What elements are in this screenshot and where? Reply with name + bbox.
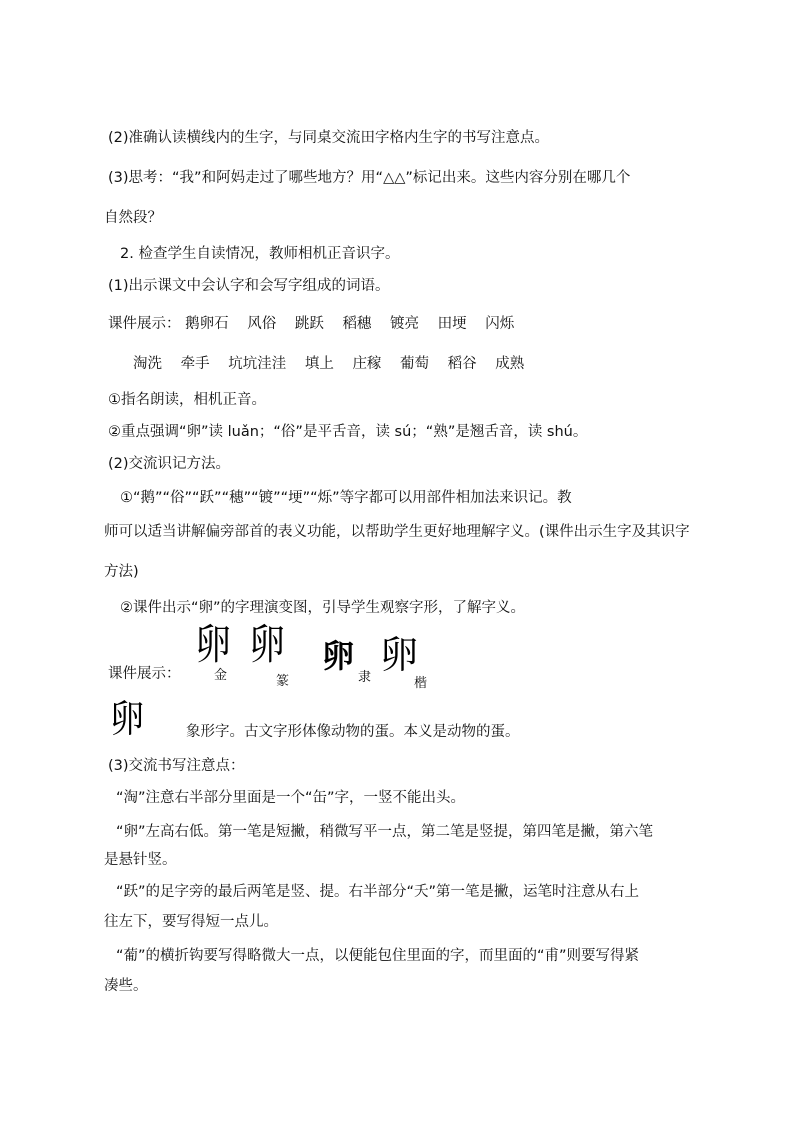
vocab-word: 跳跃	[294, 316, 324, 332]
paragraph-pronunciation: ②重点强调“卵”读 luǎn；“俗”是平舌音，读 sú；“熟”是翘舌音，读 shú。	[108, 424, 588, 440]
vocab-word: 稻谷	[447, 356, 477, 372]
vocab-label: 课件展示：	[108, 316, 181, 332]
vocab-word: 风俗	[247, 316, 277, 332]
paragraph-step-3: (3)思考：“我”和阿妈走过了哪些地方？用“△△”标记出来。这些内容分别在哪几个	[108, 170, 631, 186]
caption-regular: 楷	[414, 676, 428, 691]
vocab-word: 镀亮	[390, 316, 420, 332]
paragraph-read-aloud: ①指名朗读，相机正音。	[108, 392, 266, 408]
paragraph-evolution-intro: ②课件出示“卵”的字理演变图，引导学生观察字形，了解字义。	[120, 600, 526, 616]
pictograph-glyph: 卵	[109, 697, 145, 741]
paragraph-yue-cont: 往左下，要写得短一点儿。	[104, 914, 278, 930]
paragraph-step-2: (2)准确认读横线内的生字，与同桌交流田字格内生字的书写注意点。	[108, 130, 550, 146]
vocab-word: 闪烁	[485, 316, 515, 332]
evolution-label: 课件展示：	[108, 666, 181, 682]
paragraph-pictograph-meaning: 象形字。古文字形体像动物的蛋。本义是动物的蛋。	[186, 724, 520, 740]
paragraph-show-words: (1)出示课文中会认字和会写字组成的词语。	[108, 278, 390, 294]
vocab-word: 成熟	[495, 356, 525, 372]
vocab-row-2	[133, 354, 538, 374]
caption-bronze: 金	[214, 668, 228, 683]
paragraph-tao: “淘”注意右半部分里面是一个“缶”字，一竖不能出头。	[116, 790, 466, 806]
vocab-word: 庄稼	[352, 356, 382, 372]
caption-seal: 篆	[276, 674, 290, 689]
paragraph-memory-methods: (2)交流识记方法。	[108, 456, 231, 472]
section-2-heading: 2. 检查学生自读情况，教师相机正音识字。	[120, 246, 400, 262]
paragraph-luan: “卵”左高右低。第一笔是短撇，稍微写平一点，第二笔是竖提，第四笔是撇，第六笔	[116, 824, 654, 840]
vocab-word: 填上	[304, 356, 334, 372]
vocab-word: 坑坑洼洼	[228, 356, 287, 372]
vocab-word: 淘洗	[133, 356, 162, 372]
paragraph-component-method: ①“鹅”“俗”“跃”“穗”“镀”“埂”“烁”等字都可以用部件相加法来识记。教	[120, 490, 572, 506]
vocab-row-1	[108, 314, 528, 334]
paragraph-pu: “葡”的横折钩要写得略微大一点，以便能包住里面的字，而里面的“甫”则要写得紧	[116, 948, 640, 964]
vocab-word: 田埂	[437, 316, 467, 332]
paragraph-pu-cont: 凑些。	[104, 978, 148, 994]
paragraph-yue: “跃”的足字旁的最后两笔是竖、提。右半部分“夭”第一笔是撇，运笔时注意从右上	[116, 884, 640, 900]
paragraph-component-method-end: 方法)	[104, 564, 139, 580]
bronze-script-glyph: 卵	[195, 620, 231, 669]
clerical-script-glyph: 卵	[322, 637, 355, 675]
paragraph-writing-points: (3)交流书写注意点：	[108, 758, 245, 774]
vocab-word: 牵手	[180, 356, 210, 372]
paragraph-step-3-cont: 自然段？	[104, 210, 162, 226]
vocab-word: 鹅卵石	[185, 316, 229, 332]
paragraph-luan-cont: 是悬针竖。	[104, 852, 177, 868]
regular-script-glyph: 卵	[380, 633, 419, 677]
paragraph-component-method-cont: 师可以适当讲解偏旁部首的表义功能，以帮助学生更好地理解字义。(课件出示生字及其识字	[104, 524, 690, 540]
caption-clerical: 隶	[358, 670, 372, 685]
seal-script-glyph: 卵	[249, 620, 285, 669]
vocab-word: 稻穗	[342, 316, 372, 332]
vocab-word: 葡萄	[400, 356, 430, 372]
